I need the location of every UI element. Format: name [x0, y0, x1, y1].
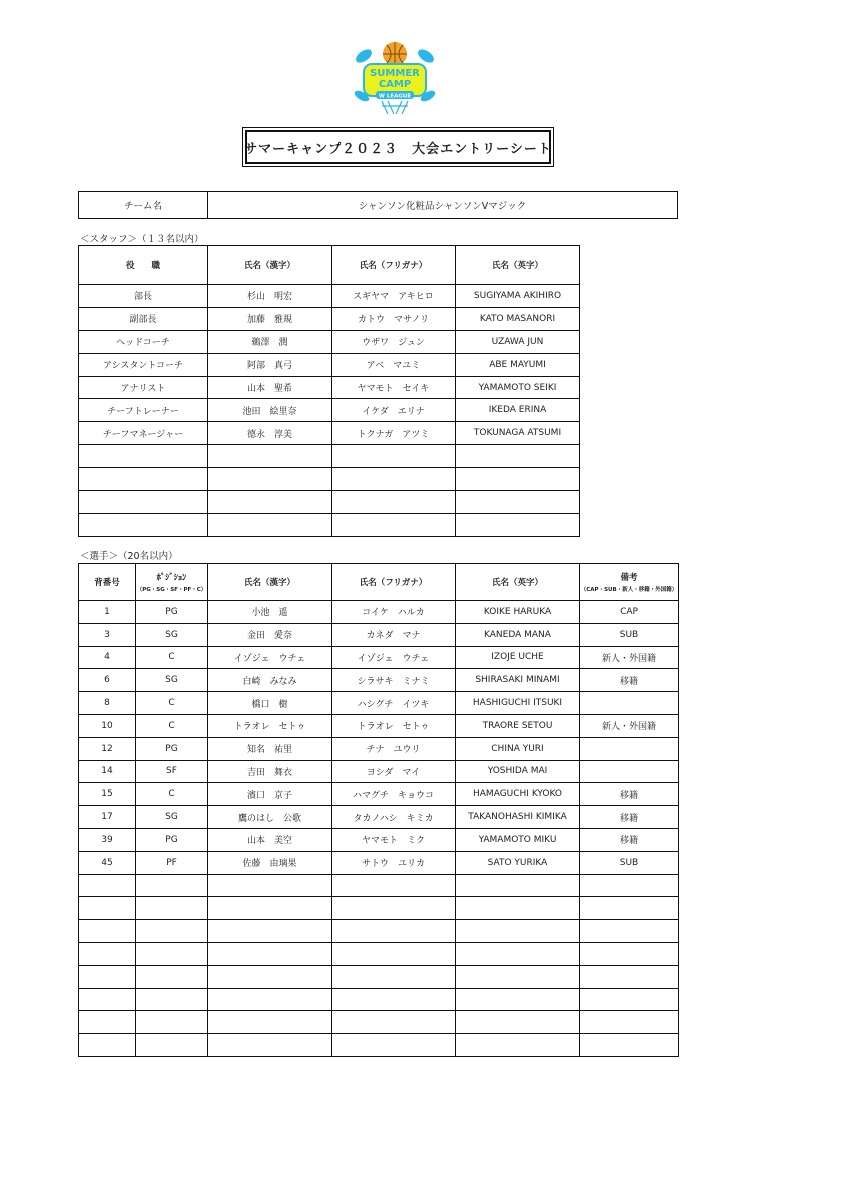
staff-cell-furigana — [332, 513, 456, 536]
svg-text:CAMP: CAMP — [378, 79, 412, 90]
players-cell-furigana: ハマグチ キョウコ — [332, 783, 456, 806]
players-row — [79, 851, 679, 874]
players-cell-english: KANEDA MANA — [456, 623, 580, 646]
staff-row — [79, 399, 580, 422]
players-cell-remarks: 移籍 — [580, 828, 679, 851]
players-cell-furigana — [332, 965, 456, 988]
staff-header-english: 氏名（英字） — [456, 246, 580, 285]
players-cell-furigana — [332, 1011, 456, 1034]
svg-text:SUMMER: SUMMER — [370, 68, 420, 79]
staff-cell-kanji — [208, 491, 332, 514]
players-cell-remarks — [580, 988, 679, 1011]
players-cell-remarks — [580, 1011, 679, 1034]
players-cell-english — [456, 988, 580, 1011]
staff-cell-role: 副部長 — [79, 307, 208, 330]
staff-cell-kanji: 德永 淳美 — [208, 422, 332, 445]
summer-camp-logo — [354, 36, 436, 118]
staff-cell-role — [79, 491, 208, 514]
players-row — [79, 737, 679, 760]
players-cell-kanji: 知名 祐里 — [208, 737, 332, 760]
players-row — [79, 1034, 679, 1057]
players-row — [79, 601, 679, 624]
players-cell-position: SF — [136, 760, 208, 783]
players-cell-english: YOSHIDA MAI — [456, 760, 580, 783]
staff-row — [79, 353, 580, 376]
players-cell-english: TRAORE SETOU — [456, 714, 580, 737]
players-cell-number: 4 — [79, 646, 136, 669]
players-cell-english: SHIRASAKI MINAMI — [456, 669, 580, 692]
staff-row — [79, 445, 580, 468]
players-cell-furigana: タカノハシ キミカ — [332, 806, 456, 829]
staff-cell-english: IKEDA ERINA — [456, 399, 580, 422]
staff-cell-furigana: スギヤマ アキヒロ — [332, 285, 456, 308]
players-row — [79, 942, 679, 965]
players-cell-number — [79, 1011, 136, 1034]
players-cell-position: PG — [136, 601, 208, 624]
players-cell-position: C — [136, 646, 208, 669]
staff-cell-kanji — [208, 513, 332, 536]
players-cell-english — [456, 920, 580, 943]
players-cell-number: 1 — [79, 601, 136, 624]
players-cell-remarks: CAP — [580, 601, 679, 624]
players-cell-remarks: SUB — [580, 623, 679, 646]
staff-cell-english: YAMAMOTO SEIKI — [456, 376, 580, 399]
players-cell-position: SG — [136, 623, 208, 646]
staff-cell-role: 部長 — [79, 285, 208, 308]
players-table — [78, 563, 679, 1057]
players-cell-furigana: イゾジェ ウチェ — [332, 646, 456, 669]
staff-cell-furigana: カトウ マサノリ — [332, 307, 456, 330]
staff-row — [79, 422, 580, 445]
staff-header-kanji: 氏名（漢字） — [208, 246, 332, 285]
staff-cell-furigana — [332, 468, 456, 491]
staff-section-label: ＜スタッフ＞（１３名以内） — [80, 234, 204, 245]
players-cell-number — [79, 874, 136, 897]
players-row — [79, 669, 679, 692]
staff-cell-role — [79, 468, 208, 491]
staff-cell-role — [79, 513, 208, 536]
players-cell-kanji: イゾジェ ウチェ — [208, 646, 332, 669]
players-cell-number: 6 — [79, 669, 136, 692]
staff-cell-furigana: アベ マユミ — [332, 353, 456, 376]
players-row — [79, 874, 679, 897]
staff-row — [79, 468, 580, 491]
players-cell-number — [79, 965, 136, 988]
players-cell-furigana: チナ ユウリ — [332, 737, 456, 760]
staff-cell-kanji — [208, 468, 332, 491]
players-cell-english: HAMAGUCHI KYOKO — [456, 783, 580, 806]
players-cell-furigana: ハシグチ イツキ — [332, 692, 456, 715]
players-cell-furigana: ヨシダ マイ — [332, 760, 456, 783]
remarks-options-note: （CAP・SUB・新人・移籍・外国籍） — [580, 587, 678, 593]
staff-cell-furigana: トクナガ アツミ — [332, 422, 456, 445]
players-cell-kanji: 白崎 みなみ — [208, 669, 332, 692]
players-cell-position — [136, 920, 208, 943]
players-header-position: ﾎﾟｼﾞｼｮﾝ （PG・SG・SF・PF・C） — [136, 564, 208, 601]
staff-row — [79, 376, 580, 399]
players-cell-remarks: 移籍 — [580, 806, 679, 829]
players-cell-kanji — [208, 1011, 332, 1034]
players-cell-remarks: 移籍 — [580, 669, 679, 692]
staff-cell-english — [456, 468, 580, 491]
players-cell-remarks — [580, 897, 679, 920]
staff-cell-kanji: 加藤 雅規 — [208, 307, 332, 330]
players-cell-kanji — [208, 920, 332, 943]
staff-cell-furigana: ヤマモト セイキ — [332, 376, 456, 399]
staff-cell-english: SUGIYAMA AKIHIRO — [456, 285, 580, 308]
staff-cell-english: UZAWA JUN — [456, 330, 580, 353]
position-options-note: （PG・SG・SF・PF・C） — [136, 587, 207, 593]
staff-cell-kanji — [208, 445, 332, 468]
staff-cell-kanji: 山本 聖希 — [208, 376, 332, 399]
staff-cell-furigana: ウザワ ジュン — [332, 330, 456, 353]
players-cell-kanji — [208, 874, 332, 897]
players-cell-furigana — [332, 1034, 456, 1057]
staff-cell-english — [456, 513, 580, 536]
staff-cell-kanji: 池田 絵里奈 — [208, 399, 332, 422]
players-cell-position: PF — [136, 851, 208, 874]
players-header-english: 氏名（英字） — [456, 564, 580, 601]
players-cell-remarks — [580, 760, 679, 783]
players-row — [79, 828, 679, 851]
players-cell-kanji — [208, 897, 332, 920]
players-cell-english: YAMAMOTO MIKU — [456, 828, 580, 851]
players-cell-number — [79, 988, 136, 1011]
players-cell-remarks — [580, 1034, 679, 1057]
staff-header-row — [79, 246, 580, 285]
team-label: チーム名 — [79, 192, 208, 219]
staff-rows — [79, 285, 580, 537]
players-cell-number: 14 — [79, 760, 136, 783]
players-cell-kanji: 濱口 京子 — [208, 783, 332, 806]
players-cell-english — [456, 874, 580, 897]
players-cell-position: C — [136, 692, 208, 715]
staff-cell-role: チーフトレーナー — [79, 399, 208, 422]
players-cell-english — [456, 897, 580, 920]
players-cell-english: IZOJE UCHE — [456, 646, 580, 669]
players-cell-furigana — [332, 920, 456, 943]
staff-cell-english: ABE MAYUMI — [456, 353, 580, 376]
players-cell-remarks — [580, 874, 679, 897]
team-name-table — [78, 191, 678, 219]
players-cell-furigana — [332, 874, 456, 897]
staff-header-furigana: 氏名（フリガナ） — [332, 246, 456, 285]
players-cell-number — [79, 942, 136, 965]
players-row — [79, 806, 679, 829]
players-cell-position — [136, 1011, 208, 1034]
staff-row — [79, 491, 580, 514]
players-cell-number: 17 — [79, 806, 136, 829]
hoop-net-icon — [382, 101, 408, 114]
players-cell-kanji: トラオレ セトゥ — [208, 714, 332, 737]
players-header-remarks: 備考 （CAP・SUB・新人・移籍・外国籍） — [580, 564, 679, 601]
staff-cell-role — [79, 445, 208, 468]
staff-cell-furigana — [332, 491, 456, 514]
players-cell-position: C — [136, 714, 208, 737]
staff-cell-furigana — [332, 445, 456, 468]
players-cell-number: 15 — [79, 783, 136, 806]
players-cell-remarks: 新人・外国籍 — [580, 646, 679, 669]
players-cell-position: C — [136, 783, 208, 806]
players-cell-position — [136, 874, 208, 897]
players-cell-number — [79, 920, 136, 943]
staff-row — [79, 285, 580, 308]
staff-cell-kanji: 鵜澤 潤 — [208, 330, 332, 353]
players-cell-furigana — [332, 942, 456, 965]
players-header-furigana: 氏名（フリガナ） — [332, 564, 456, 601]
players-cell-number: 3 — [79, 623, 136, 646]
players-row — [79, 783, 679, 806]
staff-cell-english — [456, 491, 580, 514]
staff-row — [79, 330, 580, 353]
players-cell-position — [136, 965, 208, 988]
players-row — [79, 897, 679, 920]
players-row — [79, 760, 679, 783]
players-cell-number: 39 — [79, 828, 136, 851]
players-cell-kanji — [208, 942, 332, 965]
players-cell-english: TAKANOHASHI KIMIKA — [456, 806, 580, 829]
players-cell-furigana: カネダ マナ — [332, 623, 456, 646]
staff-cell-role: アシスタントコーチ — [79, 353, 208, 376]
players-cell-english — [456, 1011, 580, 1034]
staff-cell-role: チーフマネージャー — [79, 422, 208, 445]
staff-cell-english: TOKUNAGA ATSUMI — [456, 422, 580, 445]
staff-cell-english: KATO MASANORI — [456, 307, 580, 330]
players-cell-furigana: サトウ ユリカ — [332, 851, 456, 874]
players-cell-number — [79, 897, 136, 920]
svg-text:W LEAGUE: W LEAGUE — [378, 93, 412, 100]
players-cell-remarks — [580, 942, 679, 965]
players-cell-english — [456, 965, 580, 988]
players-cell-position: SG — [136, 669, 208, 692]
players-cell-english — [456, 1034, 580, 1057]
players-cell-position — [136, 1034, 208, 1057]
staff-table — [78, 245, 580, 537]
players-cell-position: PG — [136, 737, 208, 760]
players-row — [79, 692, 679, 715]
staff-header-role: 役 職 — [79, 246, 208, 285]
staff-cell-kanji: 杉山 明宏 — [208, 285, 332, 308]
players-cell-remarks: 移籍 — [580, 783, 679, 806]
players-cell-remarks — [580, 920, 679, 943]
players-cell-english: HASHIGUCHI ITSUKI — [456, 692, 580, 715]
players-cell-english: SATO YURIKA — [456, 851, 580, 874]
team-name-row — [79, 192, 678, 219]
players-cell-remarks: 新人・外国籍 — [580, 714, 679, 737]
players-cell-kanji — [208, 988, 332, 1011]
staff-cell-role: アナリスト — [79, 376, 208, 399]
players-row — [79, 646, 679, 669]
players-cell-number: 12 — [79, 737, 136, 760]
staff-row — [79, 307, 580, 330]
players-row — [79, 920, 679, 943]
players-cell-furigana — [332, 988, 456, 1011]
players-cell-remarks — [580, 737, 679, 760]
players-header-row — [79, 564, 679, 601]
team-name-value: シャンソン化粧品シャンソンVマジック — [208, 192, 678, 219]
players-row — [79, 623, 679, 646]
players-header-kanji: 氏名（漢字） — [208, 564, 332, 601]
players-cell-number: 8 — [79, 692, 136, 715]
players-cell-remarks — [580, 965, 679, 988]
staff-cell-english — [456, 445, 580, 468]
staff-cell-furigana: イケダ エリナ — [332, 399, 456, 422]
players-rows — [79, 601, 679, 1057]
players-cell-position — [136, 897, 208, 920]
players-cell-furigana: コイケ ハルカ — [332, 601, 456, 624]
players-cell-kanji: 金田 愛奈 — [208, 623, 332, 646]
players-cell-kanji: 鷹のはし 公歌 — [208, 806, 332, 829]
players-cell-english: CHINA YURI — [456, 737, 580, 760]
staff-row — [79, 513, 580, 536]
players-row — [79, 714, 679, 737]
players-cell-furigana — [332, 897, 456, 920]
page-title: サマーキャンプ２０２３ 大会エントリーシート — [242, 127, 554, 167]
players-cell-number — [79, 1034, 136, 1057]
players-cell-number: 10 — [79, 714, 136, 737]
players-cell-remarks — [580, 692, 679, 715]
players-cell-kanji: 山本 美空 — [208, 828, 332, 851]
staff-cell-role: ヘッドコーチ — [79, 330, 208, 353]
players-cell-english — [456, 942, 580, 965]
players-cell-kanji: 小池 遥 — [208, 601, 332, 624]
players-cell-number: 45 — [79, 851, 136, 874]
players-cell-furigana: シラサキ ミナミ — [332, 669, 456, 692]
players-cell-remarks: SUB — [580, 851, 679, 874]
players-cell-furigana: ヤマモト ミク — [332, 828, 456, 851]
players-cell-kanji: 吉田 舞衣 — [208, 760, 332, 783]
players-header-number: 背番号 — [79, 564, 136, 601]
players-cell-position — [136, 942, 208, 965]
players-cell-kanji: 橋口 樹 — [208, 692, 332, 715]
players-cell-position — [136, 988, 208, 1011]
players-row — [79, 1011, 679, 1034]
players-cell-furigana: トラオレ セトゥ — [332, 714, 456, 737]
players-cell-position: PG — [136, 828, 208, 851]
players-cell-position: SG — [136, 806, 208, 829]
players-cell-kanji — [208, 1034, 332, 1057]
players-cell-english: KOIKE HARUKA — [456, 601, 580, 624]
players-cell-kanji: 佐藤 由璃果 — [208, 851, 332, 874]
players-section-label: ＜選手＞（20名以内） — [80, 551, 178, 562]
players-row — [79, 965, 679, 988]
staff-cell-kanji: 阿部 真弓 — [208, 353, 332, 376]
players-row — [79, 988, 679, 1011]
players-cell-kanji — [208, 965, 332, 988]
